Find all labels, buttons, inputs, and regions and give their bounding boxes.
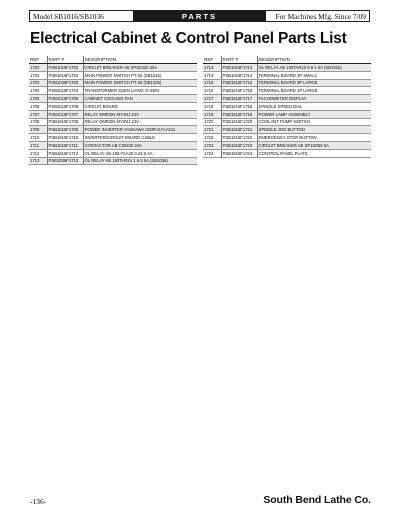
description-cell: CIRCUIT BOARD	[83, 102, 197, 110]
column-header-description: DESCRIPTION	[83, 56, 197, 64]
description-cell: RELAY OMRON MY4NJ 24V	[83, 110, 197, 118]
description-cell: CIRCUIT BREAKER AB SP3D320 20A	[83, 64, 197, 72]
description-cell: MAIN POWER SWITCH PT-32 (SB1016)	[83, 71, 197, 79]
part-number-cell: PSB1016F1721	[221, 126, 257, 134]
description-cell: MAIN POWER SWITCH PT-25 (SB1036)	[83, 79, 197, 87]
description-cell: SPINDLE SPEED DIAL	[257, 102, 371, 110]
ref-cell: 1715	[203, 79, 221, 87]
part-number-cell: PSB1016F1720	[221, 118, 257, 126]
description-cell: OL RELAY AB 193-TAA40 0.24-0.4A	[83, 149, 197, 157]
description-cell: TACHOMETER DISPLAY	[257, 95, 371, 103]
table-row	[29, 87, 197, 95]
ref-cell: 1713	[203, 64, 221, 72]
description-cell: CABINET COOLING FAN	[83, 95, 197, 103]
table-row	[203, 87, 371, 95]
column-header-ref: REF	[203, 56, 221, 64]
part-number-cell: PSB1016F1706	[47, 102, 83, 110]
table-row	[203, 102, 371, 110]
part-number-cell: PSB1016F1719	[221, 110, 257, 118]
parts-table-right	[203, 56, 371, 158]
part-number-cell: PSB1016F1718	[221, 102, 257, 110]
ref-cell: 1709	[29, 126, 47, 134]
table-row	[203, 71, 371, 79]
part-number-cell: PSB1036F1713	[47, 157, 83, 165]
part-number-cell: PSB1016F1709	[47, 126, 83, 134]
ref-cell: 1712	[29, 149, 47, 157]
table-row	[29, 118, 197, 126]
ref-cell: 1719	[203, 110, 221, 118]
part-number-cell: PSB1016F1711	[47, 141, 83, 149]
column-header-part: PART #	[221, 56, 257, 64]
description-cell: SPINDLE JOG BUTTON	[257, 126, 371, 134]
table-row	[29, 141, 197, 149]
ref-cell: 1704	[29, 87, 47, 95]
ref-cell: 1721	[203, 126, 221, 134]
ref-cell: 1705	[29, 95, 47, 103]
table-row	[203, 64, 371, 72]
ref-cell: 1723	[203, 141, 221, 149]
header-mfg-text: For Machines Mfg. Since 7/09	[275, 11, 366, 21]
table-header-row	[203, 56, 371, 64]
page-title: Electrical Cabinet & Control Panel Parts List	[30, 30, 347, 47]
part-number-cell: PSB1016F1708	[47, 118, 83, 126]
part-number-cell: PSB1016F1716	[221, 87, 257, 95]
part-number-cell: PSB1016F1713	[221, 64, 257, 72]
header-section-label: PARTS	[133, 11, 266, 21]
ref-cell: 1708	[29, 118, 47, 126]
ref-cell: 1720	[203, 118, 221, 126]
table-row	[203, 149, 371, 157]
table-row	[203, 118, 371, 126]
description-cell: OL RELAY AB 193TAR10 0.6-1.0A (SB1016)	[257, 64, 371, 72]
part-number-cell: PSB1016F1724	[221, 149, 257, 157]
table-row	[29, 102, 197, 110]
brand-logo-text: South Bend Lathe Co.	[263, 494, 371, 506]
table-row	[29, 157, 197, 165]
ref-cell: 1718	[203, 102, 221, 110]
part-number-cell: PSB1016F1714	[221, 71, 257, 79]
column-header-part: PART #	[47, 56, 83, 64]
header-model-text: Model SB1016/SB1036	[33, 11, 104, 21]
table-row	[29, 149, 197, 157]
description-cell: TERMINAL BOARD 1P LARGE	[257, 87, 371, 95]
table-row	[29, 134, 197, 142]
table-row	[29, 79, 197, 87]
part-number-cell: PSB1016F1712	[47, 149, 83, 157]
part-number-cell: PSB1016F1710	[47, 134, 83, 142]
page-header-bar	[29, 10, 370, 22]
description-cell: TERMINAL BOARD 3P SMALL	[257, 71, 371, 79]
description-cell: POWER INVERTER YASKAWA CIMR-G7AA011	[83, 126, 197, 134]
part-number-cell: PSB1016F1704	[47, 87, 83, 95]
ref-cell: 1722	[203, 134, 221, 142]
description-cell: CONTACTOR AB C09400 24V	[83, 141, 197, 149]
table-row	[203, 79, 371, 87]
part-number-cell: PSB1016F1722	[221, 134, 257, 142]
description-cell: POWER LAMP ASSEMBLY	[257, 110, 371, 118]
description-cell: TRANSFORMER SUEN LIANG O-440V	[83, 87, 197, 95]
column-header-ref: REF	[29, 56, 47, 64]
part-number-cell: PSB1036F1703	[47, 79, 83, 87]
ref-cell: 1710	[29, 134, 47, 142]
page-number: -136-	[30, 497, 47, 506]
column-header-description: DESCRIPTION	[257, 56, 371, 64]
table-row	[203, 126, 371, 134]
description-cell: EMERGENCY STOP BUTTON	[257, 134, 371, 142]
table-row	[29, 110, 197, 118]
table-row	[29, 64, 197, 72]
table-row	[203, 134, 371, 142]
table-row	[29, 95, 197, 103]
table-row	[29, 71, 197, 79]
ref-cell: 1711	[29, 141, 47, 149]
parts-table-left	[29, 56, 197, 165]
description-cell: COOLANT PUMP SWITCH	[257, 118, 371, 126]
ref-cell: 1707	[29, 110, 47, 118]
table-header-row	[29, 56, 197, 64]
ref-cell: 1714	[203, 71, 221, 79]
table-row	[29, 126, 197, 134]
table-row	[203, 110, 371, 118]
part-number-cell: PSB1016F1715	[221, 79, 257, 87]
ref-cell: 1724	[203, 149, 221, 157]
description-cell: TERMINAL BOARD 3P LARGE	[257, 79, 371, 87]
ref-cell: 1713	[29, 157, 47, 165]
part-number-cell: PSB1016F1703	[47, 71, 83, 79]
part-number-cell: PSB1016F1702	[47, 64, 83, 72]
ref-cell: 1706	[29, 102, 47, 110]
ref-cell: 1703	[29, 79, 47, 87]
part-number-cell: PSB1016F1723	[221, 141, 257, 149]
ref-cell: 1717	[203, 95, 221, 103]
ref-cell: 1702	[29, 64, 47, 72]
part-number-cell: PSB1016F1707	[47, 110, 83, 118]
part-number-cell: PSB1016F1705	[47, 95, 83, 103]
description-cell: INVERTER/CIRCUIT BOARD CABLE	[83, 134, 197, 142]
table-row	[203, 141, 371, 149]
description-cell: RELAY OMRON MY2NJ 24V	[83, 118, 197, 126]
ref-cell: 1716	[203, 87, 221, 95]
description-cell: CONTROL PANEL PLATE	[257, 149, 371, 157]
ref-cell: 1703	[29, 71, 47, 79]
description-cell: CIRCUIT BREAKER AB SP1D050 5A	[257, 141, 371, 149]
part-number-cell: PSB1016F1717	[221, 95, 257, 103]
table-row	[203, 95, 371, 103]
description-cell: OL RELAY AB 193TAR24 1.6-2.5A (SB1036)	[83, 157, 197, 165]
